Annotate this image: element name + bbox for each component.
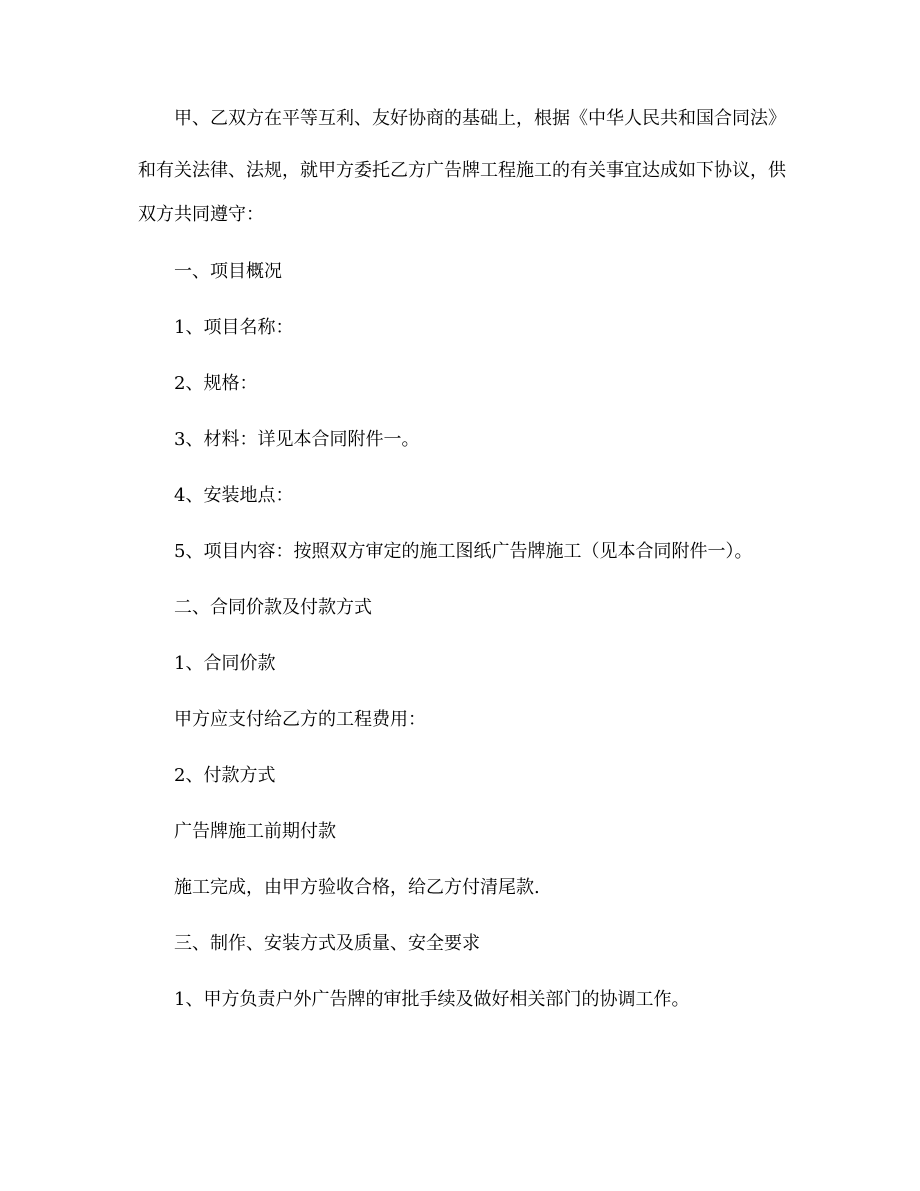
advance-payment-line: 广告牌施工前期付款 (174, 821, 336, 842)
approval-responsibility-item: 1、甲方负责户外广告牌的审批手续及做好相关部门的协调工作。 (174, 989, 690, 1010)
section-1-heading: 一、项目概况 (174, 261, 282, 282)
intro-paragraph-line-3: 双方共同遵守： (138, 204, 264, 225)
project-name-item: 1、项目名称： (174, 317, 294, 338)
intro-paragraph-line-2: 和有关法律、法规，就甲方委托乙方广告牌工程施工的有关事宜达成如下协议，供 (138, 160, 786, 181)
materials-item: 3、材料：详见本合同附件一。 (174, 429, 420, 450)
final-payment-line: 施工完成，由甲方验收合格，给乙方付清尾款. (174, 877, 540, 898)
specification-item: 2、规格： (174, 373, 258, 394)
section-2-heading: 二、合同价款及付款方式 (174, 597, 372, 618)
intro-paragraph-line-1: 甲、乙双方在平等互利、友好协商的基础上，根据《中华人民共和国合同法》 (174, 108, 786, 129)
payment-method-heading: 2、付款方式 (174, 765, 276, 786)
contract-price-text: 甲方应支付给乙方的工程费用： (174, 709, 426, 730)
contract-price-heading: 1、合同价款 (174, 653, 276, 674)
project-content-item: 5、项目内容：按照双方审定的施工图纸广告牌施工（见本合同附件一）。 (174, 541, 753, 562)
installation-location-item: 4、安装地点： (174, 485, 294, 506)
section-3-heading: 三、制作、安装方式及质量、安全要求 (174, 933, 480, 954)
